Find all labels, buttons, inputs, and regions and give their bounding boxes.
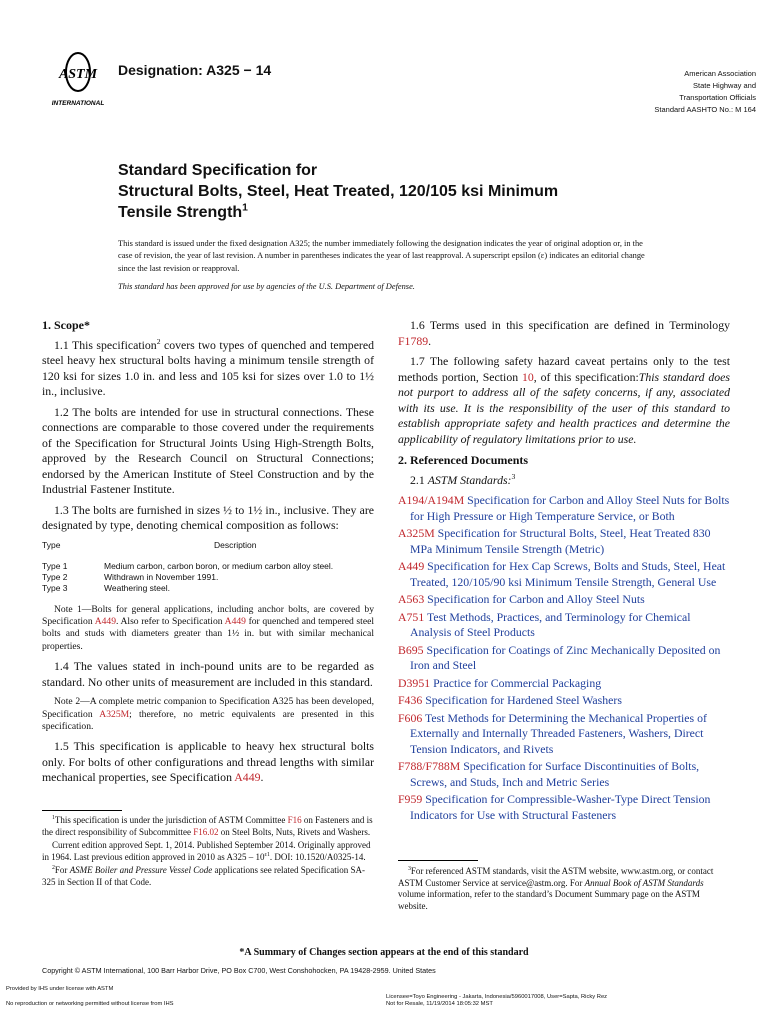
left-column (42, 318, 374, 791)
footnotes-right (398, 866, 730, 914)
reference-link[interactable]: A449 (94, 615, 117, 627)
intro-paragraph: This standard is issued under the fixed designation A325; the number immediately following the designation indicates the year of original adoption or, in the case of revision, the year of last revision. A number in parentheses indicates the year of last reapproval. A superscript epsilon (ε) indicates an editorial change since the last revision or reapproval. (118, 239, 645, 273)
aashto-line: American Association (684, 69, 756, 78)
reference-item[interactable]: A325M Specification for Structural Bolts, Steel, Heat Treated 830 MPa Minimum Tensile Strength (Metric) (398, 526, 711, 556)
paragraph-1-1: 1.1 This specification$^2$ covers two types of quenched and tempered steel heavy hex structural bolts having a minimum tensile strength of 120 ksi for sizes 1.0 in. and less and 105 ksi for sizes over 1.0 to 1½ in., inclusive. (42, 336, 374, 398)
section-scope-heading: 1. Scope* (42, 318, 90, 332)
reference-link[interactable]: F16.02 (193, 826, 219, 837)
reference-item[interactable]: F959 Specification for Compressible-Washer-Type Direct Tension Indicators for Use with Structural Fasteners (398, 792, 711, 822)
reference-item[interactable]: B695 Specification for Coatings of Zinc Mechanically Deposited on Iron and Steel (398, 642, 721, 672)
reference-link[interactable]: F1789 (398, 333, 429, 348)
footnotes-left (42, 815, 374, 891)
type-table (42, 540, 374, 594)
document-title (118, 160, 738, 223)
table-row: Type 3 Weathering steel. (42, 582, 170, 593)
footnote-divider (42, 810, 122, 811)
copyright-line: Copyright © ASTM International, 100 Barr Harbor Drive, PO Box C700, West Conshohocken, PA 19428-2959. United States (42, 966, 436, 975)
reference-item[interactable]: A194/A194M Specification for Carbon and Alloy Steel Nuts for Bolts for High Pressure or High Temperature Service, or Both (398, 493, 730, 523)
aashto-line: State Highway and (693, 81, 756, 90)
reference-item[interactable]: A563 Specification for Carbon and Alloy Steel Nuts (398, 592, 645, 606)
paragraph-1-2: 1.2 The bolts are intended for use in structural connections. These connections are comparable to those covered under the requirements of the Specification for Structural Joints Using High-Strength Bolts, approved by the Research Council on Structural Connections; endorsed by the American Institute of Steel Construction and by the Industrial Fastener Institute. (42, 404, 374, 496)
table-row: Type 2 Withdrawn in November 1991. (42, 571, 219, 582)
reference-item[interactable]: F788/F788M Specification for Surface Discontinuities of Bolts, Screws, and Studs, Inch and Metric Series (398, 759, 700, 789)
aashto-line: Standard AASHTO No.: M 164 (654, 105, 756, 114)
footnote-2: $^2$For ASME Boiler and Pressure Vessel Code applications see related Specification SA-325 in Section II of that Code. (42, 865, 365, 887)
no-reproduction-line: No reproduction or networking permitted without license from IHS (6, 1001, 174, 1007)
dod-statement: This standard has been approved for use by agencies of the U.S. Department of Defense. (118, 282, 415, 291)
paragraph-1-6: 1.6 Terms used in this specification are defined in Terminology F1789. (398, 318, 730, 348)
reference-link[interactable]: F16 (287, 815, 302, 825)
footnote-current-edition: Current edition approved Sept. 1, 2014. Published September 2014. Originally approved in 1964. Last previous edition approved in 2010 as $A325 - 10^{\varepsilon 1}$. DOI: 10.1520/A0325-14. (42, 840, 371, 862)
licensee-line: Licensee=Toyo Engineering - Jakarta, Indonesia/5960017008, User=Sapta, Ricky Rez (386, 994, 608, 1000)
reference-link[interactable]: A325M (99, 708, 130, 720)
paragraph-1-3: 1.3 The bolts are furnished in sizes ½ to 1½ in., inclusive. They are designated by type, denoting chemical composition as follows: (42, 502, 374, 532)
footnote-1: $^1$This specification is under the jurisdiction of ASTM Committee F16 on Fasteners and is the direct responsibility of Subcommittee F16.02 on Steel Bolts, Nuts, Rivets and Washers. (42, 815, 373, 837)
section-referenced-documents-heading: 2. Referenced Documents (398, 453, 529, 467)
astm-logo (44, 50, 112, 108)
note-1: Note 1—Bolts for general applications, including anchor bolts, are covered by Specification A449. Also refer to Specification A449 for quenched and tempered steel bolts and studs with diameters greater than 1½ in. but with similar mechanical properties. (42, 603, 375, 652)
footnote-divider (398, 860, 478, 861)
reference-item[interactable]: F606 Test Methods for Determining the Mechanical Properties of Externally and Internally Threaded Fasteners, Washers, Direct Tension Indicators, and Rivets (398, 710, 707, 756)
paragraph-1-7: 1.7 The following safety hazard caveat pertains only to the test methods portion, Section 10, of this specification:This standard does not purport to address all of the safety concerns, if any, associated with its use. It is the responsibility of the user of this standard to establish appropriate safety and health practices and determine the applicability of regulatory limitations prior to use. (398, 354, 730, 446)
aashto-line: Transportation Officials (679, 93, 756, 102)
reference-item[interactable]: D3951 Practice for Commercial Packaging (398, 675, 602, 690)
table-header-type: Type (42, 539, 61, 550)
paragraph-1-4: 1.4 The values stated in inch-pound units are to be regarded as standard. No other units of measurement are included in this standard. (42, 659, 374, 689)
reference-item[interactable]: A751 Test Methods, Practices, and Terminology for Chemical Analysis of Steel Products (398, 609, 691, 639)
footnote-3: $^3$For referenced ASTM standards, visit the ASTM website, www.astm.org, or contact ASTM Customer Service at service@astm.org. For Annual Book of ASTM Standards volume information, refer to the standard’s Document Summary page on the ASTM website. (398, 866, 714, 911)
svg-text:ASTM: ASTM (58, 67, 98, 82)
reference-link[interactable]: 10 (522, 369, 534, 384)
reference-item[interactable]: F436 Specification for Hardened Steel Washers (398, 693, 622, 707)
designation: Designation: A325 − 14 (118, 62, 272, 78)
table-row: Type 1 Medium carbon, carbon boron, or medium carbon alloy steel. (42, 560, 334, 571)
title-line-1: Standard Specification for (118, 162, 318, 179)
reference-link[interactable]: A449 (234, 770, 261, 785)
logo-text: INTERNATIONAL (51, 100, 105, 107)
reference-link[interactable]: A449 (224, 615, 246, 627)
right-column (398, 318, 730, 825)
paragraph-1-5: 1.5 This specification is applicable to heavy hex structural bolts only. For bolts of other configurations and thread lengths with similar mechanical properties, see Specification A449. (42, 739, 374, 785)
provided-by-line: Provided by IHS under license with ASTM (6, 986, 114, 992)
title-line-3: Tensile Strength$^1$ (118, 202, 248, 221)
summary-of-changes-note: *A Summary of Changes section appears at the end of this standard (239, 947, 529, 958)
title-line-2: Structural Bolts, Steel, Heat Treated, 120/105 ksi Minimum (118, 183, 559, 200)
aashto-block (556, 68, 756, 116)
reference-list (398, 493, 730, 823)
table-header-description: Description (214, 539, 257, 550)
note-2: Note 2—A complete metric companion to Specification A325 has been developed, Specification A325M; therefore, no metric equivalents are presented in this specification. (42, 696, 375, 732)
not-for-resale-line: Not for Resale, 11/19/2014 18:05:32 MST (386, 1001, 493, 1007)
reference-item[interactable]: A449 Specification for Hex Cap Screws, Bolts and Studs, Steel, Heat Treated, 120/105/90 ksi Minimum Tensile Strength, General Use (398, 559, 726, 589)
paragraph-2-1: 2.1 ASTM Standards:$^3$ (410, 471, 516, 487)
